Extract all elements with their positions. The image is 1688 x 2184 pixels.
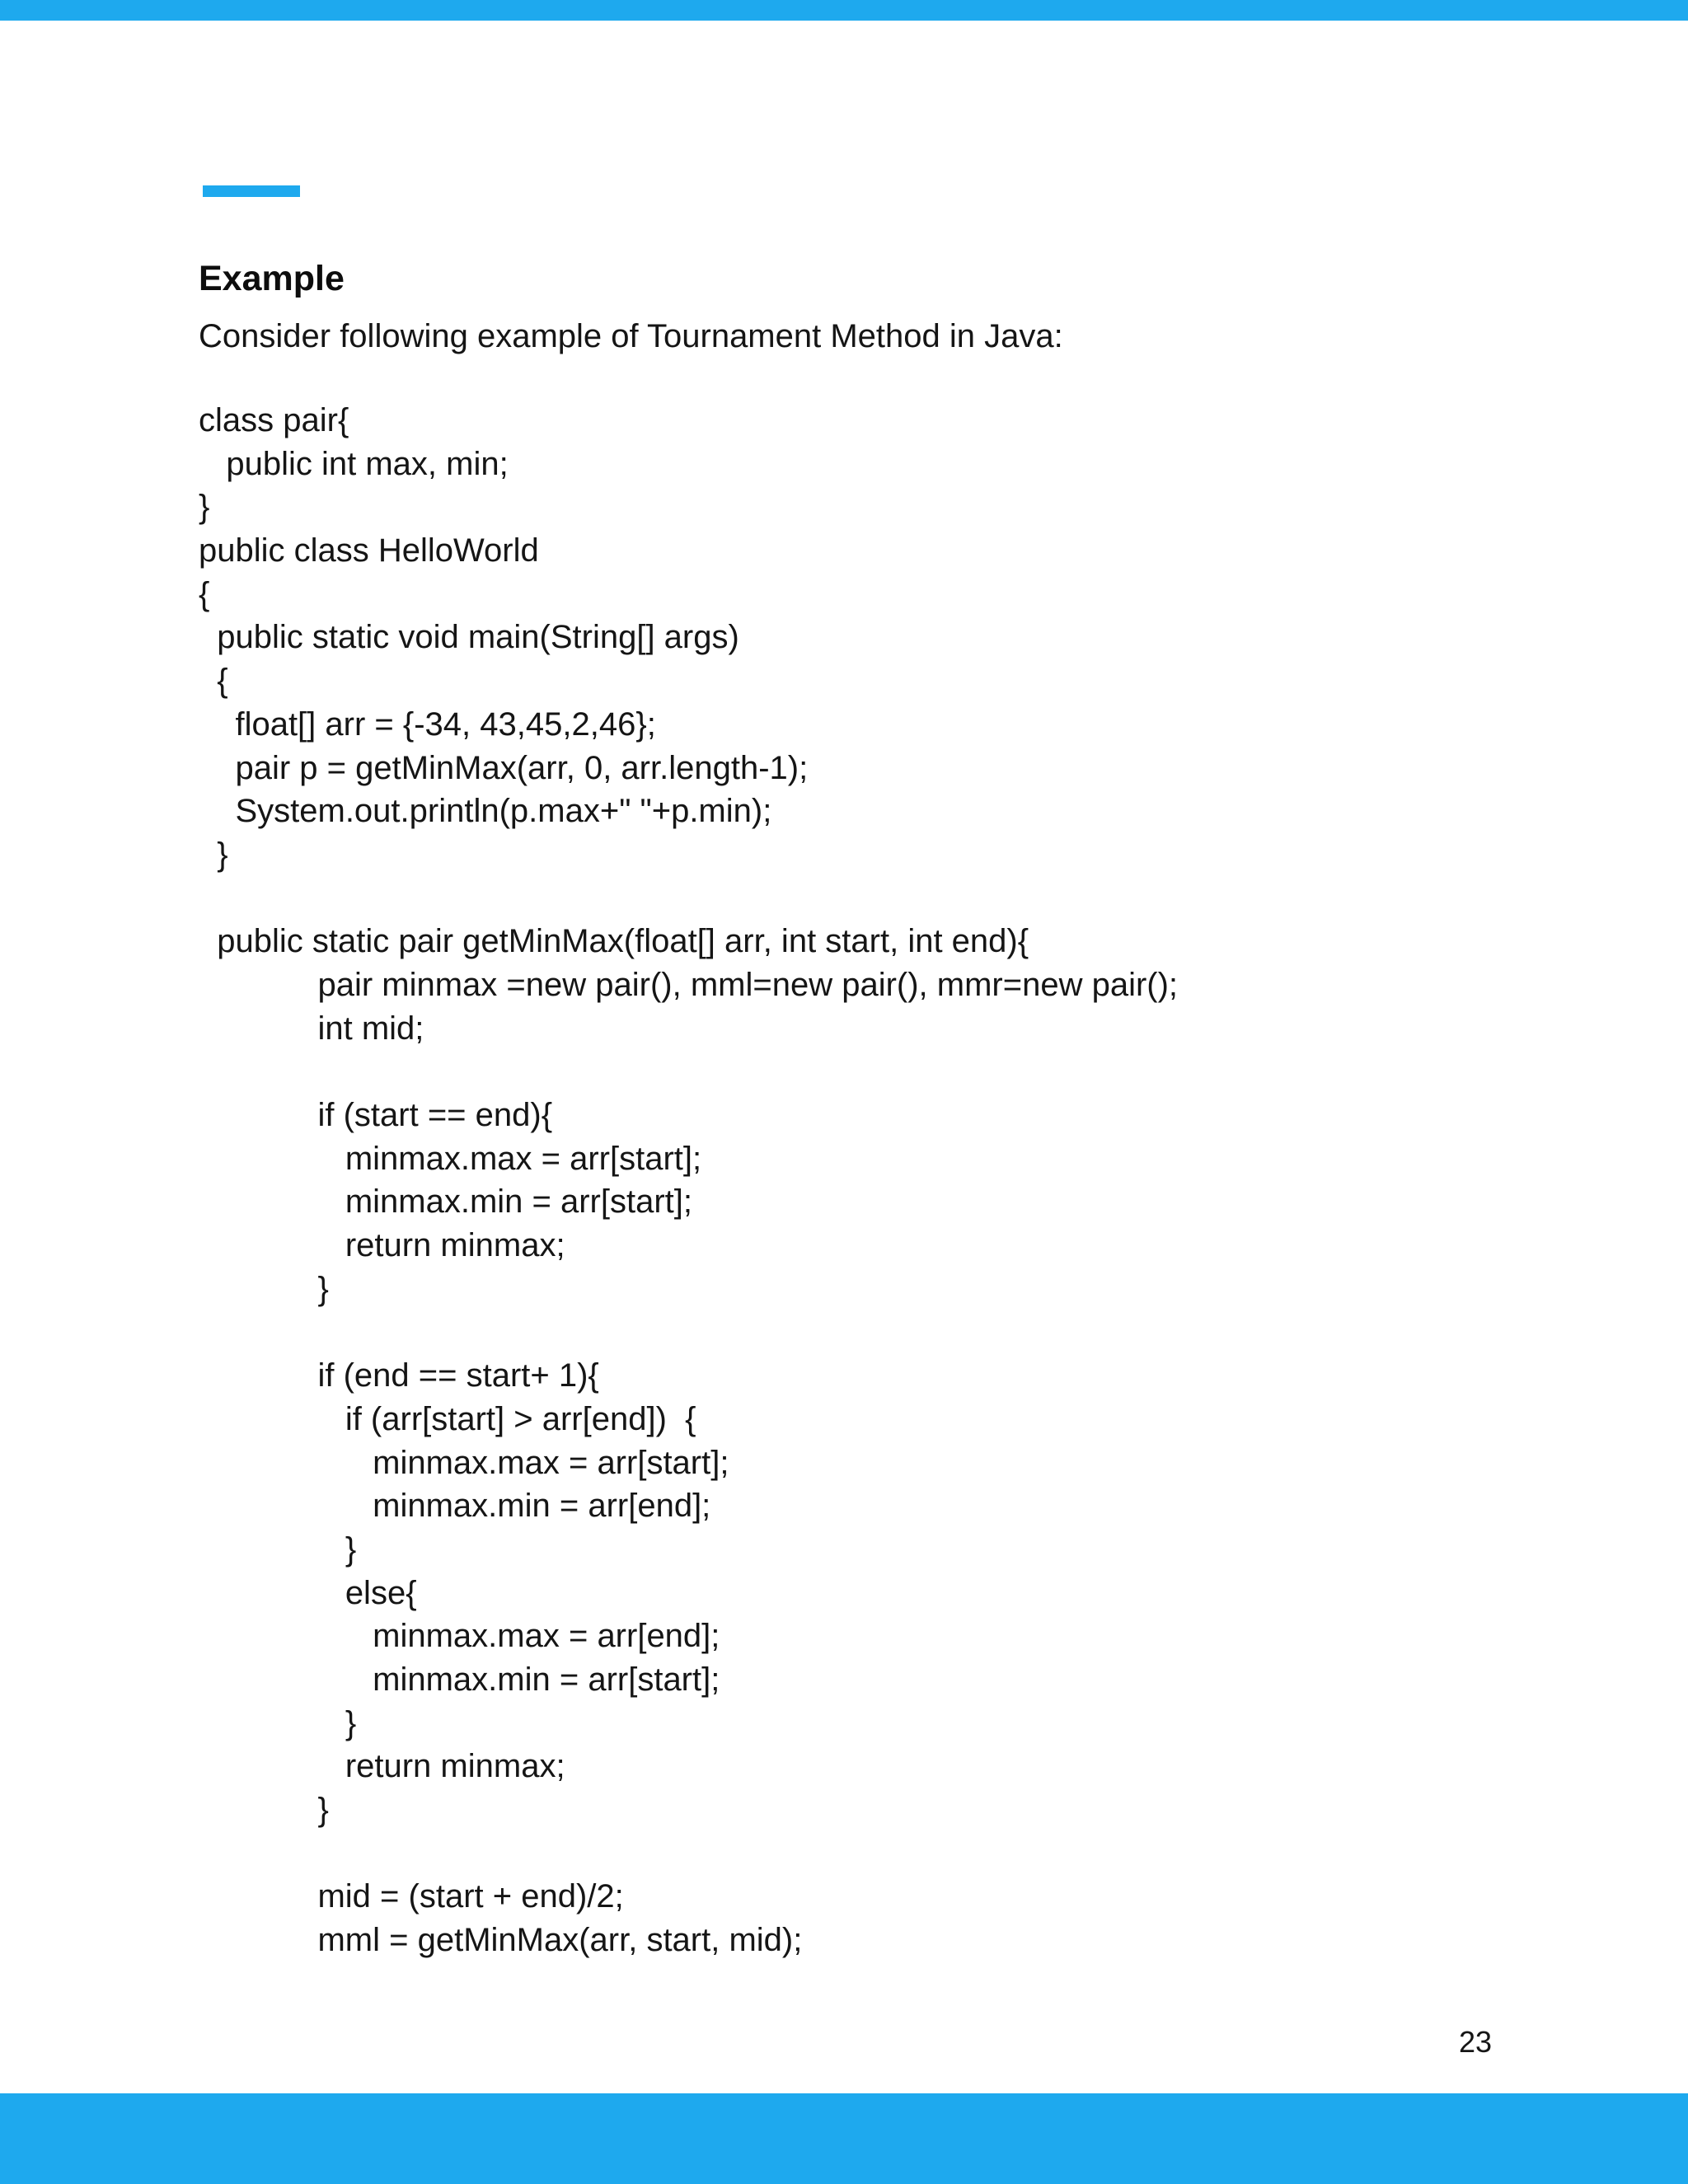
code-line: public static void main(String[] args) xyxy=(199,619,739,656)
code-line: pair p = getMinMax(arr, 0, arr.length-1); xyxy=(199,749,809,786)
code-line: int mid; xyxy=(199,1010,424,1047)
code-block xyxy=(199,399,1178,1962)
code-line: minmax.min = arr[start]; xyxy=(199,1183,693,1221)
code-line: } xyxy=(199,1270,329,1307)
code-line: if (start == end){ xyxy=(199,1097,553,1133)
code-line: } xyxy=(199,836,228,873)
code-line: mml = getMinMax(arr, start, mid); xyxy=(199,1922,803,1959)
code-line: class pair{ xyxy=(199,402,349,438)
code-line xyxy=(199,1832,1178,1876)
top-accent-bar xyxy=(0,0,1688,21)
code-line xyxy=(199,877,1178,921)
code-line: mid = (start + end)/2; xyxy=(199,1878,624,1915)
intro-paragraph: Consider following example of Tournament Method in Java: xyxy=(199,318,1063,354)
code-line xyxy=(199,1050,1178,1094)
code-line: public int max, min; xyxy=(199,445,509,482)
code-line: } xyxy=(199,1530,357,1568)
code-line: minmax.max = arr[start]; xyxy=(199,1140,702,1177)
code-line: { xyxy=(199,575,210,612)
code-line: public static pair getMinMax(float[] arr, int start, int end){ xyxy=(199,923,1029,960)
section-accent-dash xyxy=(203,185,300,197)
code-line xyxy=(199,1310,1178,1354)
code-line: return minmax; xyxy=(199,1227,565,1264)
page-number: 23 xyxy=(1458,2025,1492,2059)
code-line: return minmax; xyxy=(199,1748,565,1785)
bottom-accent-bar xyxy=(0,2093,1688,2184)
code-line: minmax.max = arr[start]; xyxy=(199,1444,729,1481)
code-line: public class HelloWorld xyxy=(199,532,539,569)
code-line: else{ xyxy=(199,1574,417,1611)
code-line: if (arr[start] > arr[end]) { xyxy=(199,1400,696,1437)
section-heading: Example xyxy=(199,259,345,298)
code-line: } xyxy=(199,489,210,526)
code-line: minmax.min = arr[end]; xyxy=(199,1488,711,1525)
code-line: float[] arr = {-34, 43,45,2,46}; xyxy=(199,705,656,743)
code-line: { xyxy=(199,663,228,700)
code-line: minmax.min = arr[start]; xyxy=(199,1661,720,1698)
code-line: System.out.println(p.max+" "+p.min); xyxy=(199,793,772,830)
code-line: if (end == start+ 1){ xyxy=(199,1357,599,1394)
code-line: } xyxy=(199,1792,329,1828)
code-line: minmax.max = arr[end]; xyxy=(199,1618,720,1655)
code-line: pair minmax =new pair(), mml=new pair(), mmr=new pair(); xyxy=(199,966,1179,1003)
code-line: } xyxy=(199,1704,357,1741)
